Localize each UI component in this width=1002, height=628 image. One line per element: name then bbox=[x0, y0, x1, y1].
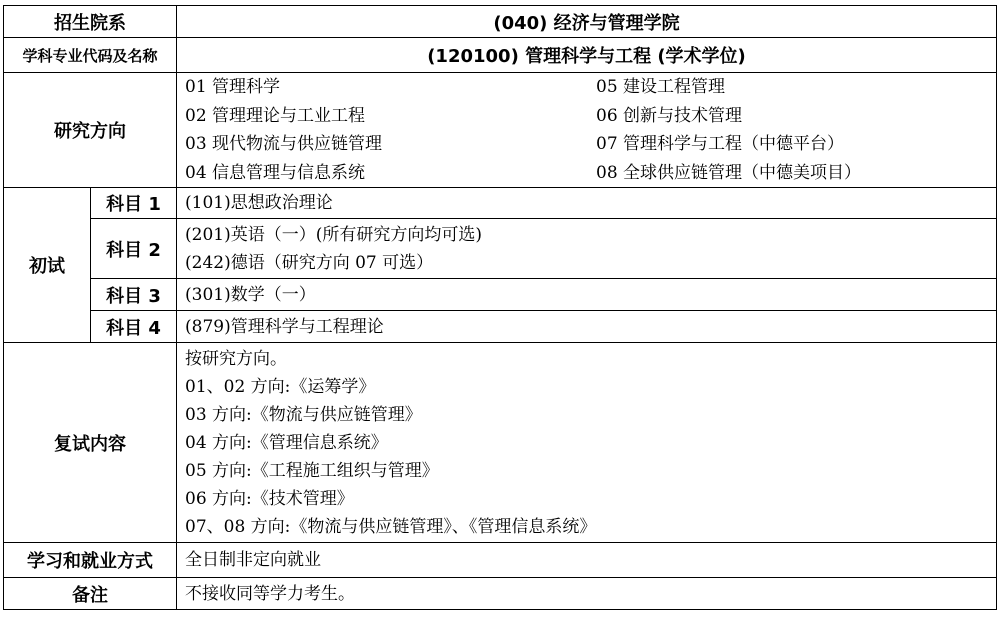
subject-row-4 bbox=[4, 311, 997, 343]
retest-cell bbox=[177, 343, 997, 543]
directions-grid bbox=[185, 73, 988, 187]
subject-label: 科目 3 bbox=[91, 279, 177, 311]
retest-line: 04 方向:《管理信息系统》 bbox=[185, 432, 388, 453]
subject-value bbox=[177, 219, 997, 279]
subject-value: (101)思想政治理论 bbox=[177, 188, 997, 219]
subject-row-1 bbox=[4, 188, 997, 219]
study-mode-value: 全日制非定向就业 bbox=[177, 543, 997, 578]
major-row bbox=[4, 38, 997, 73]
subject-line: (201)英语（一）(所有研究方向均可选) bbox=[185, 224, 482, 245]
directions-label: 研究方向 bbox=[4, 73, 177, 188]
subject-value: (879)管理科学与工程理论 bbox=[177, 311, 997, 343]
retest-line: 01、02 方向:《运筹学》 bbox=[185, 376, 376, 397]
study-mode-row bbox=[4, 543, 997, 578]
study-mode-label: 学习和就业方式 bbox=[4, 543, 177, 578]
subject-label: 科目 2 bbox=[91, 219, 177, 279]
preliminary-label: 初试 bbox=[4, 188, 91, 343]
subject-line: (242)德语（研究方向 07 可选） bbox=[185, 252, 434, 273]
direction-item: 08 全球供应链管理（中德美项目） bbox=[596, 162, 862, 183]
major-label: 学科专业代码及名称 bbox=[4, 38, 177, 73]
retest-line: 05 方向:《工程施工组织与管理》 bbox=[185, 460, 439, 481]
direction-item: 05 建设工程管理 bbox=[596, 77, 726, 97]
department-row bbox=[4, 6, 997, 38]
subject-row-2 bbox=[4, 219, 997, 279]
remarks-label: 备注 bbox=[4, 578, 177, 610]
directions-row bbox=[4, 73, 997, 188]
direction-item: 07 管理科学与工程（中德平台） bbox=[596, 134, 845, 154]
direction-item: 04 信息管理与信息系统 bbox=[185, 162, 366, 183]
directions-cell bbox=[177, 73, 997, 188]
subject-label: 科目 1 bbox=[91, 188, 177, 219]
remarks-value: 不接收同等学力考生。 bbox=[177, 578, 997, 610]
subject-row-3 bbox=[4, 279, 997, 311]
retest-label: 复试内容 bbox=[4, 343, 177, 543]
subject-value: (301)数学（一） bbox=[177, 279, 997, 311]
retest-line: 07、08 方向:《物流与供应链管理》、《管理信息系统》 bbox=[185, 516, 597, 537]
direction-item: 06 创新与技术管理 bbox=[596, 105, 743, 126]
remarks-row bbox=[4, 578, 997, 610]
subject-label: 科目 4 bbox=[91, 311, 177, 343]
retest-row bbox=[4, 343, 997, 543]
direction-item: 03 现代物流与供应链管理 bbox=[185, 134, 383, 154]
retest-line: 06 方向:《技术管理》 bbox=[185, 488, 354, 509]
department-value: (040) 经济与管理学院 bbox=[177, 6, 997, 38]
department-label: 招生院系 bbox=[4, 6, 177, 38]
direction-item: 01 管理科学 bbox=[185, 77, 281, 97]
retest-line: 03 方向:《物流与供应链管理》 bbox=[185, 404, 422, 425]
retest-line: 按研究方向。 bbox=[185, 348, 287, 369]
admission-info-table bbox=[3, 5, 997, 610]
direction-item: 02 管理理论与工业工程 bbox=[185, 105, 366, 126]
major-value: (120100) 管理科学与工程 (学术学位) bbox=[177, 38, 997, 73]
